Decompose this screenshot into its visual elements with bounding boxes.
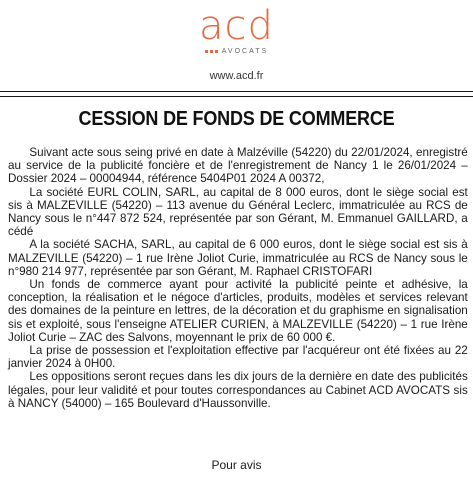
divider-top (0, 91, 473, 92)
logo-dots-icon (205, 50, 218, 53)
closing-text: Pour avis (211, 458, 262, 472)
paragraph: La prise de possession et l'exploitation effective par l'acquéreur ont été fixées au 22 janvier 2024 à 0H00. (8, 343, 468, 371)
divider-bottom (0, 96, 473, 97)
notice-body (8, 146, 468, 410)
page-title: CESSION DE FONDS DE COMMERCE (78, 108, 395, 130)
paragraph: Les oppositions seront reçues dans les dix jours de la dernière en date des publicités légales, pour leur validité et pour toutes correspondances au Cabinet ACD AVOCATS sis à NANCY (54000) – 165 Boulevard d'Haussonville. (8, 369, 468, 410)
logo-wordmark: acd (199, 3, 274, 49)
website-link[interactable]: www.acd.fr (209, 70, 264, 82)
paragraph: A la société SACHA, SARL, au capital de 6 000 euros, dont le siège social est sis à MALZEVILLE (54220) – 1 rue Irène Joliot Curie, immatriculée au RCS de Nancy sous le n°980 214 977, représentée par son Gérant, M. Raphael CRISTOFARI (8, 237, 468, 278)
logo-subtext: AVOCATS (221, 48, 269, 55)
logo (0, 3, 473, 55)
paragraph: Suivant acte sous seing privé en date à Malzéville (54220) du 22/01/2024, enregistré au service de la publicité foncière et de l'enregistrement de Nancy 1 le 26/01/2024 – Dossier 2024 – 00004944, référence 5404P01 2024 A 00372, (8, 145, 468, 186)
logo-subline (0, 48, 473, 55)
paragraph: La société EURL COLIN, SARL, au capital de 8 000 euros, dont le siège social est sis à MALZEVILLE (54220) – 113 avenue du Général Leclerc, immatriculée au RCS de Nancy sous le n°447 872 524, représentée par son Gérant, M. Emmanuel GAILLARD, a cédé (8, 184, 468, 239)
paragraph: Un fonds de commerce ayant pour activité la publicité peinte et adhésive, la conception, la réalisation et le négoce d'articles, produits, modèles et services relevant des domaines de la peinture en lettres, de la décoration et du graphisme en signalisation sis et exploité, sous l'enseigne ATELIER CURIEN, à MALZEVILLE (54220) – 1 rue Irène Joliot Curie – ZAC des Salvons, moyennant le prix de 60 000 €. (8, 277, 468, 344)
